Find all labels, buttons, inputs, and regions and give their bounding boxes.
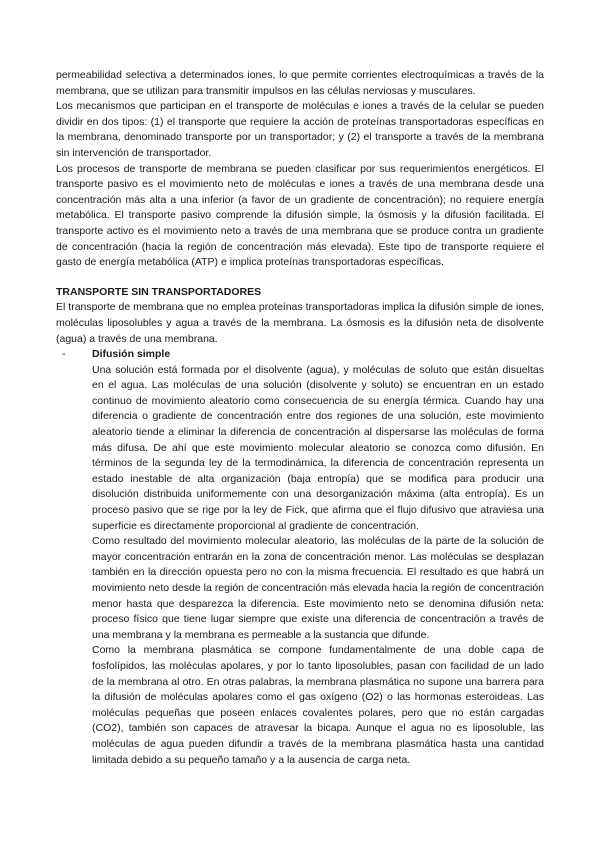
bullet-paragraph: Como resultado del movimiento molecular aleatorio, las moléculas de la parte de la solución de mayor concentración entrarán en la zona de concentración menor. Las moléculas se desplazan también en la dirección opuesta pero no con la misma frecuencia. El resultado es que habrá un movimiento neto desde la región de concentración más elevada hacia la región de concentración menor hasta que desparezca la diferencia. Este movimiento neto se denomina difusión neta: proceso físico que tiene lugar siempre que existe una diferencia de concentración a través de una membrana y la membrana es permeable a la sustancia que difunde. xyxy=(92,535,544,641)
intro-paragraph: Los mecanismos que participan en el transporte de moléculas e iones a través de la celular se pueden dividir en dos tipos: (1) el transporte que requiere la acción de proteínas transportadoras específicas en la membrana, denominado transporte por un transportador; y (2) el transporte a través de la membrana sin intervención de transportador. xyxy=(56,100,544,159)
bullet-paragraph: Una solución está formada por el disolvente (agua), y moléculas de soluto que están disueltas en el agua. Las moléculas de una solución (disolvente y soluto) se encuentran en un estado continuo de movimiento aleatorio como consecuencia de su energía térmica. Cuando hay una diferencia o gradiente de concentración entre dos regiones de una solución, este movimiento aleatorio tiende a eliminar la diferencia de concentración al dispersarse las moléculas de forma más difusa. De ahí que este movimiento molecular aleatorio se conozca como difusión. En términos de la segunda ley de la termodinámica, la diferencia de concentración representa un estado inestable de alta organización (baja entropía) que se modifica para producir una disolución distribuida uniformemente con una desorganización máxima (alta entropía). Es un proceso pasivo que se rige por la ley de Fick, que afirma que el flujo difusivo que atraviesa una superficie es directamente proporcional al gradiente de concentración. xyxy=(92,363,544,532)
section-intro: El transporte de membrana que no emplea proteínas transportadoras implica la difusión simple de iones, moléculas liposolubles y agua a través de la membrana. La ósmosis es la difusión neta de disolvente (agua) a través de una membrana. xyxy=(56,301,544,345)
bullet-paragraph: Como la membrana plasmática se compone fundamentalmente de una doble capa de fosfolípidos, las moléculas apolares, y por lo tanto liposolubles, pasan con facilidad de un lado de la membrana al otro. En otras palabras, la membrana plasmática no supone una barrera para la difusión de moléculas apolares como el gas oxígeno (O2) o las hormonas esteroideas. Las moléculas pequeñas que poseen enlaces covalentes polares, pero que no están cargadas (CO2), también son capaces de atravesar la bicapa. Aunque el agua no es liposoluble, las moléculas de agua pueden difundir a través de la membrana plasmática hasta una cantidad limitada debido a su pequeño tamaño y a la ausencia de carga neta. xyxy=(92,644,544,766)
bullet-body xyxy=(56,363,544,768)
intro-paragraph: permeabilidad selectiva a determinados iones, lo que permite corrientes electroquímicas a través de la membrana, que se utilizan para transmitir impulsos en las células nerviosas y musculares. xyxy=(56,69,544,97)
bullet-label: Difusión simple xyxy=(92,348,171,361)
intro-paragraph: Los procesos de transporte de membrana se pueden clasificar por sus requerimientos energéticos. El transporte pasivo es el movimiento neto de moléculas e iones a través de una membrana desde una concentración más alta a una inferior (a favor de un gradiente de concentración); no requiere energía metabólica. El transporte pasivo comprende la difusión simple, la ósmosis y la difusión facilitada. El transporte activo es el movimiento neto a través de una membrana que se produce contra un gradiente de concentración (hacia la región de concentración más elevada). Este tipo de transporte requiere el gasto de energía metabólica (ATP) e implica proteínas transportadoras específicas. xyxy=(56,162,544,269)
section-heading: TRANSPORTE SIN TRANSPORTADORES xyxy=(56,285,262,298)
bullet-marker: - xyxy=(62,348,66,361)
bullet-item xyxy=(56,347,544,363)
